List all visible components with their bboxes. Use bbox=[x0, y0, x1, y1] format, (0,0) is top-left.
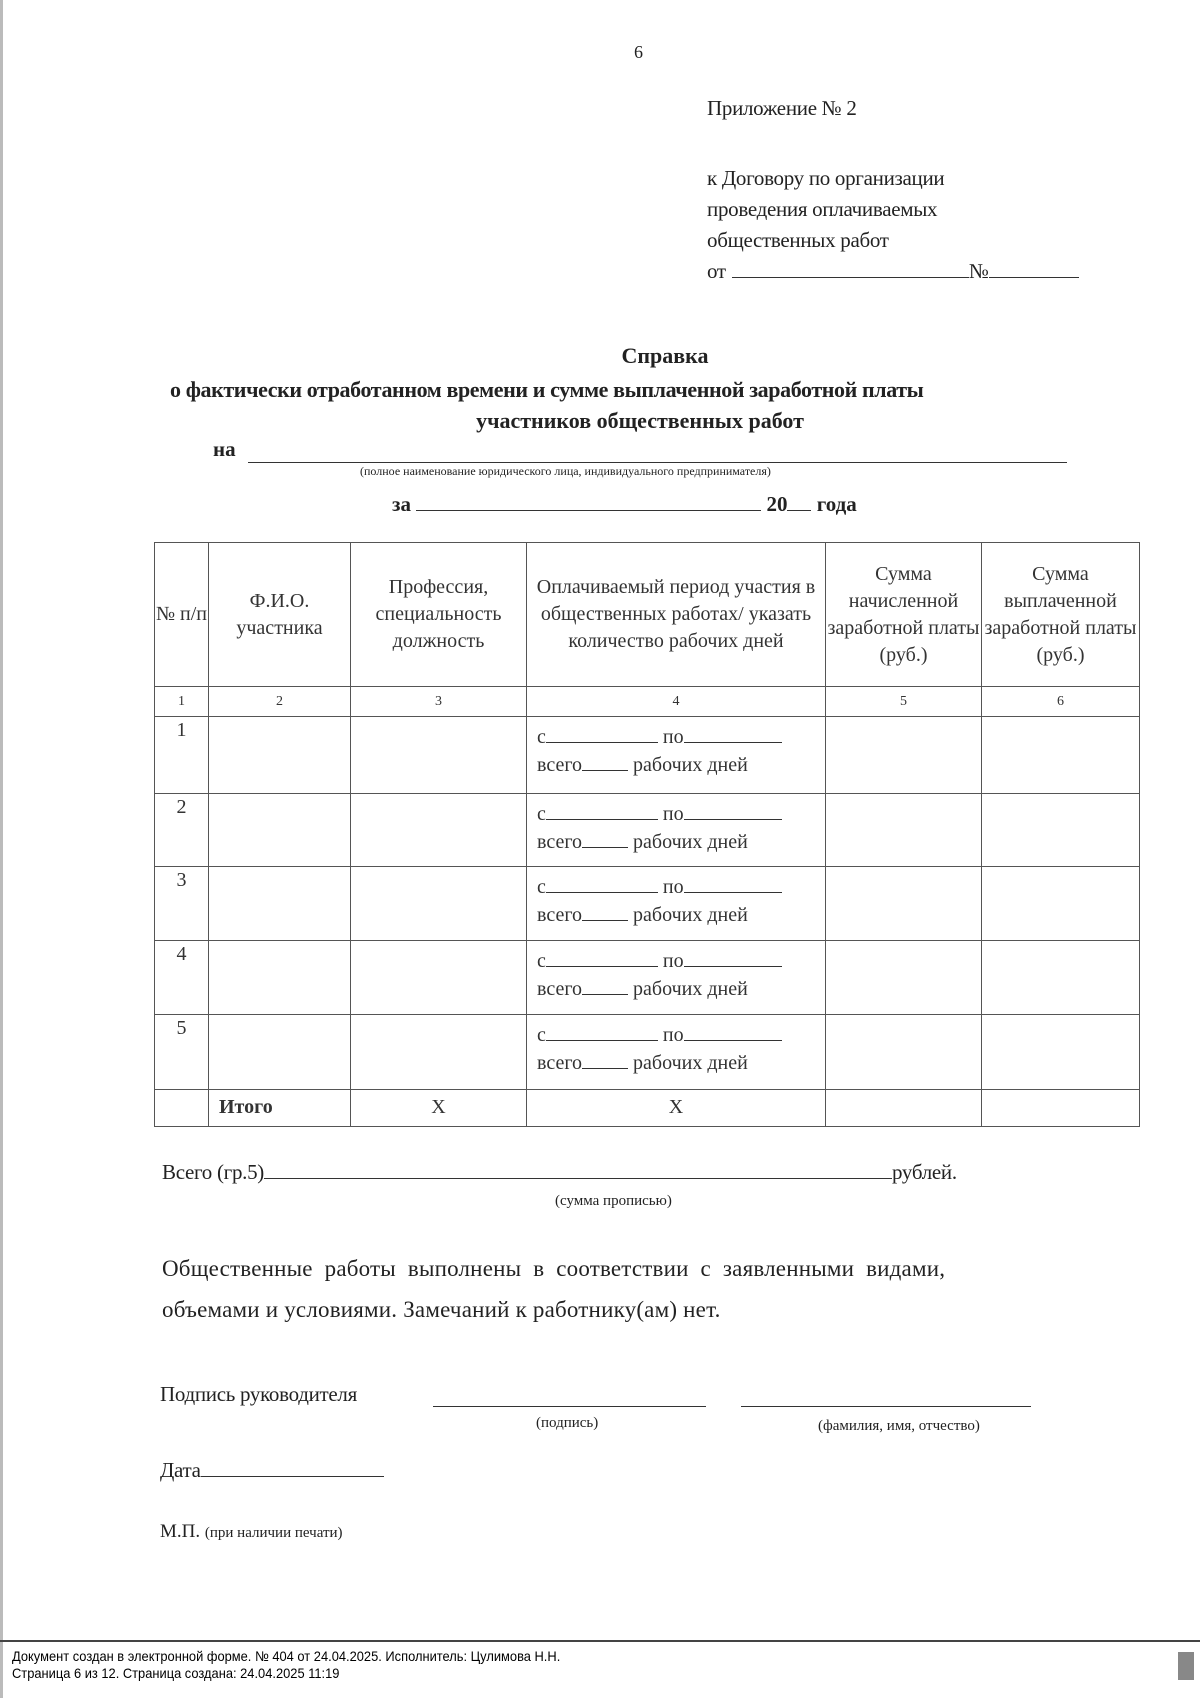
participants-table bbox=[154, 542, 1140, 1127]
days-label: рабочих дней bbox=[633, 1052, 748, 1074]
col-number: 6 bbox=[982, 687, 1140, 717]
date-label: Дата bbox=[160, 1458, 201, 1482]
to-label: по bbox=[662, 876, 684, 898]
date-line bbox=[160, 1458, 384, 1483]
total-days-label: всего bbox=[537, 978, 583, 1000]
col-header: Сумма выплаченной заработной платы (руб.) bbox=[982, 543, 1140, 687]
x-mark: X bbox=[351, 1090, 527, 1127]
col-number: 4 bbox=[527, 687, 826, 717]
profession-cell bbox=[351, 794, 527, 867]
for-label: за bbox=[392, 492, 411, 516]
from-label: с bbox=[537, 950, 546, 972]
rubles-label: рублей. bbox=[892, 1160, 957, 1184]
statement-line: Общественные работы выполнены в соответствии с заявленными видами, bbox=[162, 1256, 946, 1281]
stamp-label: М.П. bbox=[160, 1521, 201, 1542]
doc-title: Справка bbox=[621, 343, 709, 368]
period-cell bbox=[527, 867, 826, 941]
name-cell bbox=[209, 794, 351, 867]
name-cell bbox=[209, 941, 351, 1015]
appendix-title: Приложение № 2 bbox=[707, 96, 857, 120]
row-number: 5 bbox=[155, 1015, 209, 1090]
profession-cell bbox=[351, 867, 527, 941]
footer-line: Страница 6 из 12. Страница создана: 24.04.2025 11:19 bbox=[12, 1665, 340, 1681]
row-number: 4 bbox=[155, 941, 209, 1015]
profession-cell bbox=[351, 717, 527, 794]
period-cell bbox=[527, 941, 826, 1015]
total-days-label: всего bbox=[537, 831, 583, 853]
col-number: 5 bbox=[826, 687, 982, 717]
total-days-label: всего bbox=[537, 904, 583, 926]
period-line bbox=[392, 492, 857, 517]
statement-line: объемами и условиями. Замечаний к работнику(ам) нет. bbox=[162, 1297, 721, 1322]
accrued-cell bbox=[826, 1015, 982, 1090]
table-row bbox=[155, 794, 1140, 867]
col-header: № п/п bbox=[155, 543, 209, 687]
amount-words-caption: (сумма прописью) bbox=[555, 1193, 672, 1209]
accrued-cell bbox=[826, 717, 982, 794]
col-header: Ф.И.О. участника bbox=[209, 543, 351, 687]
from-label: с bbox=[537, 876, 546, 898]
total-row-label: Итого bbox=[209, 1090, 351, 1127]
x-mark: X bbox=[527, 1090, 826, 1127]
appendix-line: к Договору по организации bbox=[707, 166, 945, 190]
total-accrued-cell bbox=[826, 1090, 982, 1127]
appendix-line: проведения оплачиваемых bbox=[707, 197, 938, 221]
total-days-label: всего bbox=[537, 754, 583, 776]
total-line bbox=[162, 1160, 957, 1185]
table-row bbox=[155, 941, 1140, 1015]
col-header: Сумма начисленной заработной платы (руб.) bbox=[826, 543, 982, 687]
to-label: по bbox=[662, 726, 684, 748]
signature-label: Подпись руководителя bbox=[160, 1382, 357, 1406]
table-row bbox=[155, 717, 1140, 794]
stamp-line bbox=[160, 1521, 343, 1543]
doc-subtitle-line: участников общественных работ bbox=[476, 408, 804, 433]
col-number: 3 bbox=[351, 687, 527, 717]
org-caption: (полное наименование юридического лица, индивидуального предпринимателя) bbox=[360, 464, 771, 478]
statement bbox=[162, 1248, 945, 1330]
period-cell bbox=[527, 1015, 826, 1090]
table-row bbox=[155, 1015, 1140, 1090]
year-suffix: года bbox=[816, 492, 857, 516]
footer-line: Документ создан в электронной форме. № 404 от 24.04.2025. Исполнитель: Цулимова Н.Н. bbox=[12, 1648, 561, 1664]
paid-cell bbox=[982, 717, 1140, 794]
doc-subtitle-line: о фактически отработанном времени и сумме выплаченной заработной платы bbox=[170, 377, 924, 402]
paid-cell bbox=[982, 794, 1140, 867]
period-cell bbox=[527, 794, 826, 867]
days-label: рабочих дней bbox=[633, 754, 748, 776]
from-label: с bbox=[537, 803, 546, 825]
to-label: по bbox=[662, 1024, 684, 1046]
name-cell bbox=[209, 867, 351, 941]
paid-cell bbox=[982, 1015, 1140, 1090]
page-number: 6 bbox=[634, 42, 643, 62]
days-label: рабочих дней bbox=[633, 831, 748, 853]
emblem-icon bbox=[1178, 1652, 1194, 1680]
days-label: рабочих дней bbox=[633, 904, 748, 926]
paid-cell bbox=[982, 941, 1140, 1015]
col-header: Оплачиваемый период участия в общественных работах/ указать количество рабочих дней bbox=[527, 543, 826, 687]
name-cell bbox=[209, 717, 351, 794]
from-label: с bbox=[537, 1024, 546, 1046]
from-label: от bbox=[707, 259, 726, 283]
accrued-cell bbox=[826, 794, 982, 867]
col-number: 2 bbox=[209, 687, 351, 717]
days-label: рабочих дней bbox=[633, 978, 748, 1000]
number-label: № bbox=[968, 259, 989, 283]
table-row bbox=[155, 867, 1140, 941]
profession-cell bbox=[351, 1015, 527, 1090]
col-number: 1 bbox=[155, 687, 209, 717]
accrued-cell bbox=[826, 867, 982, 941]
year-prefix: 20 bbox=[766, 492, 788, 516]
total-days-label: всего bbox=[537, 1052, 583, 1074]
to-label: по bbox=[662, 950, 684, 972]
period-cell bbox=[527, 717, 826, 794]
total-label: Всего (гр.5) bbox=[162, 1160, 264, 1184]
on-label: на bbox=[213, 437, 236, 461]
paid-cell bbox=[982, 867, 1140, 941]
name-cell bbox=[209, 1015, 351, 1090]
accrued-cell bbox=[826, 941, 982, 1015]
name-caption: (фамилия, имя, отчество) bbox=[818, 1418, 980, 1434]
from-label: с bbox=[537, 726, 546, 748]
profession-cell bbox=[351, 941, 527, 1015]
appendix-lines bbox=[707, 163, 1079, 287]
signature-caption: (подпись) bbox=[536, 1415, 599, 1431]
row-number: 3 bbox=[155, 867, 209, 941]
total-paid-cell bbox=[982, 1090, 1140, 1127]
appendix-line: общественных работ bbox=[707, 228, 889, 252]
stamp-note: (при наличии печати) bbox=[204, 1525, 343, 1541]
row-number: 2 bbox=[155, 794, 209, 867]
to-label: по bbox=[662, 803, 684, 825]
col-header: Профессия, специальность должность bbox=[351, 543, 527, 687]
row-number: 1 bbox=[155, 717, 209, 794]
